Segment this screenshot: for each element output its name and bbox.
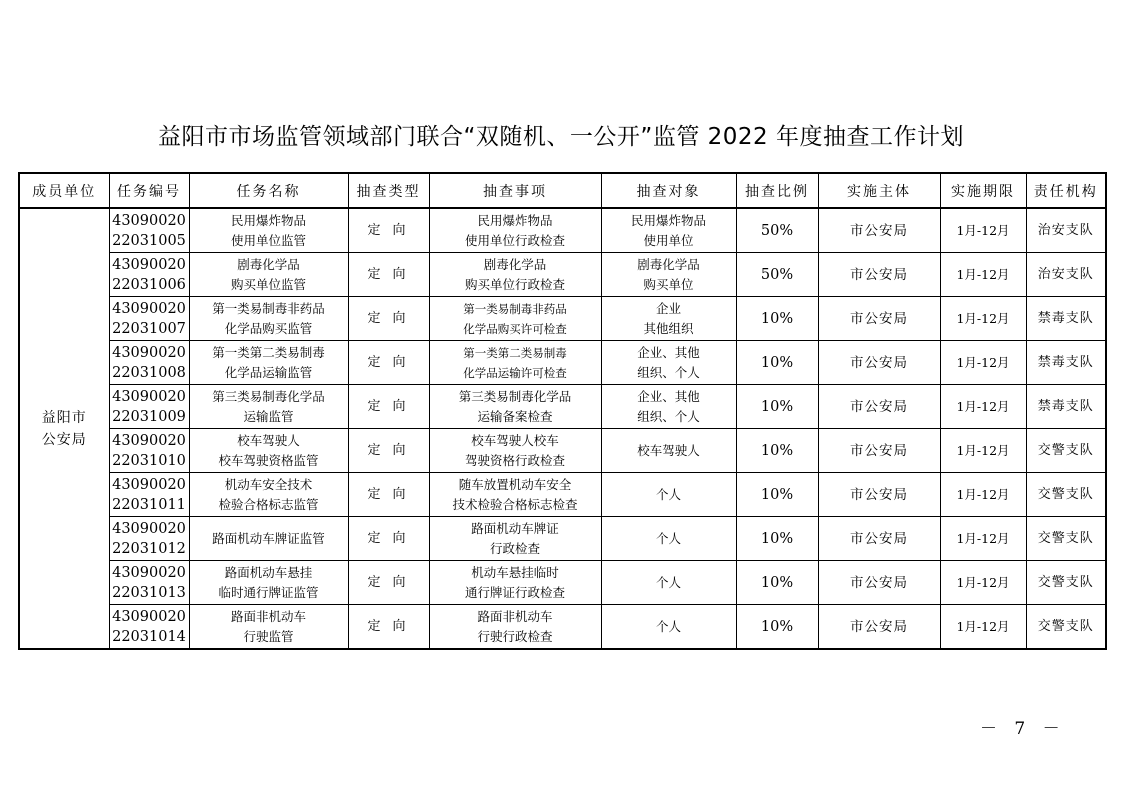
task-name-cell-line: 临时通行牌证监管	[218, 584, 319, 600]
table-row	[19, 561, 1106, 605]
inspection-type-cell: 定向	[348, 429, 429, 473]
inspection-item-cell-line: 校车驾驶人校车	[471, 432, 559, 448]
task-code-cell	[109, 253, 189, 297]
responsible-org-cell: 禁毒支队	[1026, 341, 1106, 385]
inspection-item-cell	[429, 605, 601, 650]
period-cell: 1月-12月	[940, 385, 1026, 429]
inspection-object-cell	[601, 517, 736, 561]
task-code-cell	[109, 208, 189, 253]
inspection-type-cell: 定向	[348, 297, 429, 341]
task-code-cell	[109, 561, 189, 605]
inspection-object-cell-line: 个人	[655, 618, 681, 634]
column-header: 责任机构	[1026, 173, 1106, 208]
period-cell: 1月-12月	[940, 341, 1026, 385]
task-code-cell-line: 43090020	[112, 432, 186, 449]
period-cell: 1月-12月	[940, 473, 1026, 517]
task-code-cell-line: 22031006	[112, 276, 186, 293]
inspection-plan-table	[18, 172, 1107, 650]
responsible-org-cell: 治安支队	[1026, 253, 1106, 297]
inspection-ratio-cell: 10%	[736, 385, 818, 429]
column-header: 抽查比例	[736, 173, 818, 208]
inspection-ratio-cell: 10%	[736, 429, 818, 473]
task-name-cell-line: 运输监管	[243, 408, 294, 424]
inspection-object-cell-line: 企业	[655, 300, 681, 316]
task-name-cell	[189, 561, 348, 605]
task-name-cell-line: 化学品运输监管	[224, 364, 313, 380]
period-cell: 1月-12月	[940, 605, 1026, 650]
task-name-cell-line: 民用爆炸物品	[230, 212, 306, 228]
inspection-object-cell	[601, 297, 736, 341]
inspection-object-cell-line: 剧毒化学品	[637, 256, 700, 272]
inspection-item-cell-line: 驾驶资格行政检查	[464, 452, 565, 468]
task-code-cell	[109, 341, 189, 385]
period-cell: 1月-12月	[940, 517, 1026, 561]
inspection-object-cell-line: 个人	[655, 530, 681, 546]
task-code-cell-line: 22031014	[112, 628, 186, 645]
table-row	[19, 605, 1106, 650]
inspection-object-cell-line: 组织、个人	[637, 364, 700, 380]
task-code-cell-line: 43090020	[112, 300, 186, 317]
inspection-type-cell: 定向	[348, 517, 429, 561]
task-name-cell	[189, 385, 348, 429]
task-code-cell-line: 43090020	[112, 344, 186, 361]
inspection-ratio-cell: 10%	[736, 517, 818, 561]
responsible-org-cell: 禁毒支队	[1026, 385, 1106, 429]
task-name-cell-line: 检验合格标志监管	[218, 496, 319, 512]
inspection-ratio-cell: 10%	[736, 561, 818, 605]
inspection-item-cell-line: 路面非机动车	[477, 608, 553, 624]
responsible-org-cell: 交警支队	[1026, 561, 1106, 605]
inspection-object-cell-line: 企业、其他	[637, 344, 700, 360]
table-row	[19, 429, 1106, 473]
implementing-body-cell: 市公安局	[818, 561, 940, 605]
task-name-cell-line: 第一类易制毒非药品	[212, 300, 325, 316]
inspection-object-cell	[601, 341, 736, 385]
task-name-cell-line: 路面机动车悬挂	[224, 564, 313, 580]
inspection-object-cell-line: 校车驾驶人	[637, 442, 700, 458]
responsible-org-cell: 交警支队	[1026, 605, 1106, 650]
inspection-type-cell: 定向	[348, 341, 429, 385]
inspection-item-cell-line: 剧毒化学品	[483, 256, 547, 272]
task-code-cell	[109, 473, 189, 517]
inspection-ratio-cell: 10%	[736, 605, 818, 650]
inspection-object-cell-line: 购买单位	[643, 276, 694, 292]
inspection-item-cell	[429, 561, 601, 605]
responsible-org-cell: 交警支队	[1026, 517, 1106, 561]
task-name-cell	[189, 517, 348, 561]
period-cell: 1月-12月	[940, 297, 1026, 341]
task-name-cell-line: 使用单位监管	[230, 232, 306, 248]
inspection-object-cell-line: 组织、个人	[637, 408, 700, 424]
task-code-cell	[109, 517, 189, 561]
table-row	[19, 341, 1106, 385]
task-name-cell-line: 路面非机动车	[230, 608, 306, 624]
inspection-item-cell-line: 第三类易制毒化学品	[458, 388, 572, 404]
inspection-object-cell-line: 使用单位	[643, 232, 694, 248]
inspection-ratio-cell: 10%	[736, 297, 818, 341]
task-name-cell-line: 购买单位监管	[230, 276, 306, 292]
inspection-type-cell: 定向	[348, 385, 429, 429]
task-code-cell	[109, 385, 189, 429]
task-code-cell-line: 43090020	[112, 256, 186, 273]
inspection-ratio-cell: 10%	[736, 341, 818, 385]
task-code-cell-line: 22031010	[112, 452, 186, 469]
column-header: 抽查事项	[429, 173, 601, 208]
task-code-cell-line: 22031012	[112, 540, 186, 557]
member-unit-cell-line: 益阳市	[41, 409, 87, 426]
task-code-cell-line: 22031011	[112, 496, 186, 513]
task-name-cell-line: 第三类易制毒化学品	[212, 388, 325, 404]
task-name-cell	[189, 473, 348, 517]
column-header: 成员单位	[19, 173, 109, 208]
inspection-item-cell	[429, 208, 601, 253]
task-name-cell	[189, 605, 348, 650]
column-header: 抽查类型	[348, 173, 429, 208]
inspection-type-cell: 定向	[348, 473, 429, 517]
inspection-object-cell	[601, 473, 736, 517]
table-row	[19, 253, 1106, 297]
responsible-org-cell: 交警支队	[1026, 473, 1106, 517]
inspection-item-cell	[429, 385, 601, 429]
column-header: 任务编号	[109, 173, 189, 208]
document-title: 益阳市市场监管领域部门联合“双随机、一公开”监管 2022 年度抽查工作计划	[158, 124, 964, 150]
table-header-row	[19, 173, 1106, 208]
column-header: 抽查对象	[601, 173, 736, 208]
inspection-object-cell	[601, 605, 736, 650]
inspection-item-cell-line: 使用单位行政检查	[464, 232, 565, 248]
task-name-cell-line: 第一类第二类易制毒	[212, 344, 325, 360]
member-unit-cell-line: 公安局	[41, 431, 87, 448]
inspection-item-cell-line: 运输备案检查	[477, 408, 553, 424]
period-cell: 1月-12月	[940, 208, 1026, 253]
inspection-item-cell	[429, 517, 601, 561]
inspection-item-cell-line: 路面机动车牌证	[471, 520, 559, 536]
column-header: 实施期限	[940, 173, 1026, 208]
inspection-object-cell	[601, 561, 736, 605]
inspection-object-cell	[601, 253, 736, 297]
task-code-cell	[109, 429, 189, 473]
task-code-cell-line: 22031009	[112, 408, 186, 425]
task-code-cell-line: 22031013	[112, 584, 186, 601]
implementing-body-cell: 市公安局	[818, 253, 940, 297]
task-name-cell	[189, 341, 348, 385]
inspection-ratio-cell: 50%	[736, 253, 818, 297]
responsible-org-cell: 治安支队	[1026, 208, 1106, 253]
inspection-object-cell-line: 其他组织	[643, 320, 694, 336]
inspection-item-cell-line: 第一类第二类易制毒	[463, 345, 567, 360]
task-code-cell-line: 43090020	[112, 476, 186, 493]
implementing-body-cell: 市公安局	[818, 429, 940, 473]
column-header: 任务名称	[189, 173, 348, 208]
table-row	[19, 297, 1106, 341]
inspection-type-cell: 定向	[348, 253, 429, 297]
task-code-cell-line: 43090020	[112, 520, 186, 537]
task-code-cell-line: 43090020	[112, 388, 186, 405]
implementing-body-cell: 市公安局	[818, 605, 940, 650]
inspection-item-cell	[429, 473, 601, 517]
inspection-type-cell: 定向	[348, 605, 429, 650]
period-cell: 1月-12月	[940, 253, 1026, 297]
task-name-cell-line: 机动车安全技术	[224, 476, 313, 492]
inspection-item-cell-line: 第一类易制毒非药品	[463, 301, 567, 316]
page-number: － 7 －	[980, 719, 1066, 739]
inspection-item-cell-line: 化学品购买许可检查	[463, 321, 567, 336]
inspection-item-cell-line: 化学品运输许可检查	[463, 365, 567, 380]
inspection-object-cell	[601, 429, 736, 473]
implementing-body-cell: 市公安局	[818, 208, 940, 253]
task-name-cell-line: 校车驾驶人	[237, 432, 300, 448]
implementing-body-cell: 市公安局	[818, 297, 940, 341]
inspection-object-cell-line: 个人	[655, 574, 681, 590]
inspection-item-cell	[429, 297, 601, 341]
inspection-object-cell-line: 民用爆炸物品	[630, 212, 706, 228]
inspection-item-cell	[429, 253, 601, 297]
inspection-type-cell: 定向	[348, 208, 429, 253]
inspection-ratio-cell: 10%	[736, 473, 818, 517]
inspection-object-cell	[601, 208, 736, 253]
table-row	[19, 208, 1106, 253]
task-code-cell-line: 22031005	[112, 232, 186, 249]
implementing-body-cell: 市公安局	[818, 473, 940, 517]
inspection-object-cell	[601, 385, 736, 429]
inspection-item-cell	[429, 341, 601, 385]
task-code-cell-line: 43090020	[112, 564, 186, 581]
inspection-item-cell-line: 机动车悬挂临时	[471, 564, 559, 580]
task-name-cell-line: 校车驾驶资格监管	[218, 452, 319, 468]
task-name-cell-line: 行驶监管	[243, 628, 294, 644]
task-code-cell-line: 43090020	[112, 212, 186, 229]
implementing-body-cell: 市公安局	[818, 341, 940, 385]
table-row	[19, 385, 1106, 429]
column-header: 实施主体	[818, 173, 940, 208]
inspection-item-cell-line: 行驶行政检查	[477, 628, 553, 644]
inspection-item-cell-line: 民用爆炸物品	[477, 212, 553, 228]
task-name-cell-line: 剧毒化学品	[237, 256, 300, 272]
task-name-cell	[189, 208, 348, 253]
task-name-cell	[189, 297, 348, 341]
member-unit-cell	[19, 208, 109, 649]
inspection-item-cell-line: 随车放置机动车安全	[458, 476, 572, 492]
task-code-cell-line: 43090020	[112, 608, 186, 625]
task-code-cell	[109, 297, 189, 341]
task-code-cell-line: 22031007	[112, 320, 186, 337]
task-name-cell-line: 路面机动车牌证监管	[212, 530, 325, 546]
period-cell: 1月-12月	[940, 429, 1026, 473]
inspection-item-cell	[429, 429, 601, 473]
inspection-item-cell-line: 行政检查	[489, 540, 540, 556]
table-row	[19, 517, 1106, 561]
task-code-cell	[109, 605, 189, 650]
inspection-item-cell-line: 购买单位行政检查	[464, 276, 565, 292]
task-code-cell-line: 22031008	[112, 364, 186, 381]
inspection-object-cell-line: 企业、其他	[637, 388, 700, 404]
responsible-org-cell: 禁毒支队	[1026, 297, 1106, 341]
task-name-cell	[189, 253, 348, 297]
table-body	[19, 208, 1106, 649]
inspection-type-cell: 定向	[348, 561, 429, 605]
inspection-ratio-cell: 50%	[736, 208, 818, 253]
implementing-body-cell: 市公安局	[818, 517, 940, 561]
inspection-object-cell-line: 个人	[655, 486, 681, 502]
task-name-cell	[189, 429, 348, 473]
implementing-body-cell: 市公安局	[818, 385, 940, 429]
responsible-org-cell: 交警支队	[1026, 429, 1106, 473]
task-name-cell-line: 化学品购买监管	[224, 320, 313, 336]
inspection-item-cell-line: 通行牌证行政检查	[464, 584, 565, 600]
period-cell: 1月-12月	[940, 561, 1026, 605]
inspection-item-cell-line: 技术检验合格标志检查	[452, 496, 578, 512]
table-row	[19, 473, 1106, 517]
